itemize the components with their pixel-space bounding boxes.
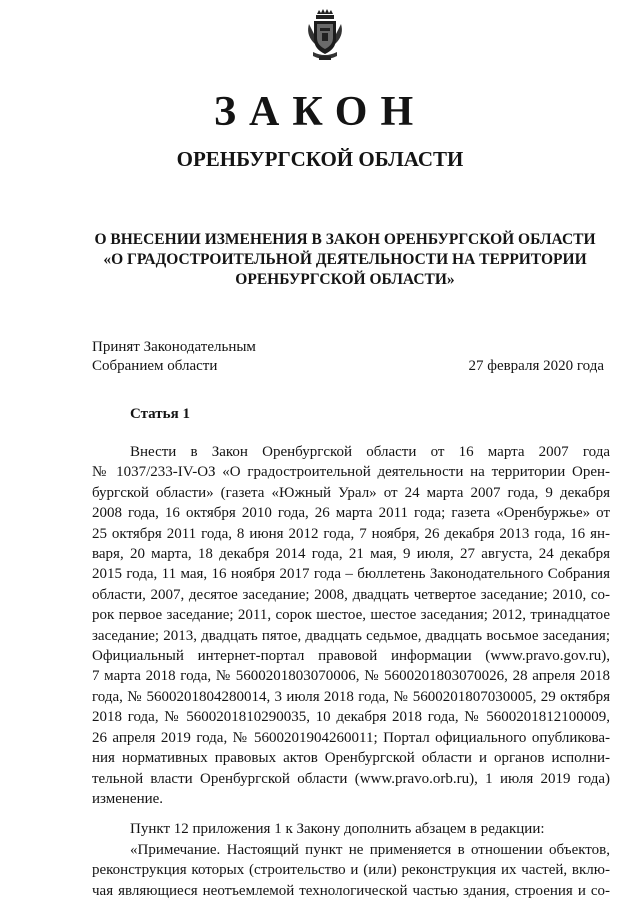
- law-name-heading: [80, 230, 610, 290]
- adoption-line: Принят Законодательным: [92, 339, 256, 355]
- adoption-line: Собранием области: [92, 358, 218, 374]
- paragraph-line: ния нормативных правовых актов Оренбургской области и органов исполни-: [92, 750, 610, 767]
- paragraph-line: «Примечание. Настоящий пункт не применяется в отношении объектов,: [130, 841, 610, 858]
- paragraph-line: 2018 года, № 5600201810290035, 10 декабря 2018 года, № 5600201812100009,: [92, 709, 610, 726]
- paragraph-line: чая являющиеся неотъемлемой технологической частью здания, строения и со-: [92, 882, 610, 899]
- article-body: [92, 442, 610, 901]
- paragraph-line: года, № 5600201804280014, 3 июля 2018 года, № 5600201807030005, 29 октября: [92, 688, 610, 705]
- paragraph-line: 7 марта 2018 года, № 5600201803070006, № 5600201803070026, 28 апреля 2018: [92, 668, 610, 685]
- article-heading: Статья 1: [130, 406, 190, 422]
- paragraph-line: заседание; 2013, двадцать пятое, двадцать седьмое, двадцать восьмое заседания;: [92, 627, 610, 644]
- document-subtitle: ОРЕНБУРГСКОЙ ОБЛАСТИ: [176, 147, 464, 171]
- paragraph-line: 26 апреля 2019 года, № 5600201904260011; Портал официального опубликова-: [92, 729, 610, 746]
- law-name-line: О ВНЕСЕНИИ ИЗМЕНЕНИЯ В ЗАКОН ОРЕНБУРГСКОЙ ОБЛАСТИ: [94, 231, 596, 248]
- paragraph-line: Пункт 12 приложения 1 к Закону дополнить абзацем в редакции:: [130, 821, 545, 838]
- document-title: ЗАКОН: [213, 89, 427, 135]
- paragraph-line: Официальный интернет-портал правовой информации (www.pravo.gov.ru),: [92, 648, 610, 665]
- paragraph-line: 2008 года, 16 октября 2010 года, 26 марта 2011 года; газета «Оренбуржье» от: [92, 505, 610, 522]
- paragraph-line: бургской области» (газета «Южный Урал» от 24 марта 2007 года, 9 декабря: [92, 484, 610, 501]
- paragraph-line: Внести в Закон Оренбургской области от 16 марта 2007 года: [130, 444, 610, 460]
- paragraph-line: 25 октября 2011 года, 8 июня 2012 года, 7 ноября, 26 декабря 2013 года, 16 ян-: [92, 525, 610, 542]
- adoption-note: [92, 338, 256, 376]
- paragraph-line: реконструкция которых (строительство и (или) реконструкция их частей, вклю-: [92, 862, 610, 879]
- law-name-line: ОРЕНБУРГСКОЙ ОБЛАСТИ»: [235, 271, 455, 288]
- paragraph-line: изменение.: [92, 790, 164, 807]
- paragraph-line: варя, 20 марта, 18 декабря 2014 года, 21 мая, 9 июля, 27 августа, 24 декабря: [92, 546, 610, 563]
- adoption-date: 27 февраля 2020 года: [468, 358, 604, 374]
- paragraph-line: рок первое заседание; 2011, сорок шестое, шестое заседания; 2012, тринадцатое: [92, 607, 610, 624]
- coat-of-arms-emblem: [305, 8, 345, 62]
- paragraph-line: 2015 года, 11 мая, 16 ноября 2017 года – бюллетень Законодательного Собрания: [92, 566, 610, 583]
- law-name-line: «О ГРАДОСТРОИТЕЛЬНОЙ ДЕЯТЕЛЬНОСТИ НА ТЕРРИТОРИИ: [103, 251, 587, 268]
- paragraph-line: области, 2007, десятое заседание; 2008, двадцать четвертое заседание; 2010, со-: [92, 586, 610, 603]
- paragraph-line: тельной власти Оренбургской области (www.pravo.orb.ru), 1 июля 2019 года): [92, 770, 610, 787]
- paragraph-line: № 1037/233-IV-ОЗ «О градостроительной деятельности на территории Орен-: [92, 464, 610, 481]
